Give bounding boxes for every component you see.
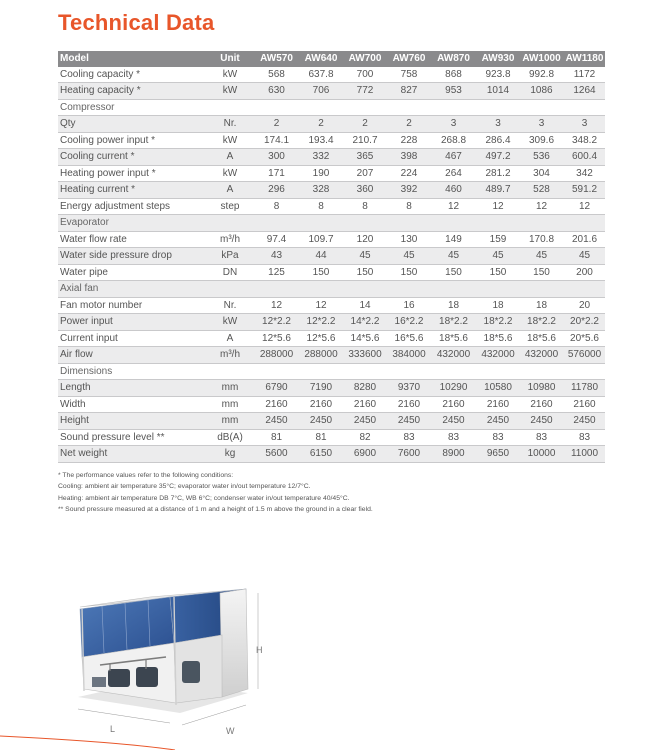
page-title: Technical Data [58, 10, 215, 35]
table-cell: 18*5.6 [475, 330, 519, 347]
header-unit: Unit [205, 51, 253, 67]
table-row [58, 198, 605, 215]
table-cell: 392 [386, 182, 430, 199]
table-cell: 83 [386, 429, 430, 446]
table-row [58, 248, 605, 265]
row-unit: kW [205, 165, 253, 182]
table-cell: 149 [430, 231, 475, 248]
table-cell: 12 [253, 297, 298, 314]
table-cell: 2450 [519, 413, 562, 430]
table-cell: 12 [430, 198, 475, 215]
table-cell: 288000 [253, 347, 298, 364]
table-cell: 83 [430, 429, 475, 446]
table-cell: 82 [342, 429, 386, 446]
table-cell: 16*5.6 [386, 330, 430, 347]
table-cell: 18 [475, 297, 519, 314]
table-cell: 772 [342, 83, 386, 100]
header-model: Model [58, 51, 205, 67]
table-cell: 150 [519, 264, 562, 281]
table-cell: 159 [475, 231, 519, 248]
table-cell: 8 [253, 198, 298, 215]
table-row [58, 297, 605, 314]
table-row [58, 149, 605, 166]
row-label: Heating power input * [58, 165, 205, 182]
row-unit: kW [205, 83, 253, 100]
table-cell: 2450 [475, 413, 519, 430]
table-cell: 207 [342, 165, 386, 182]
table-cell: 360 [342, 182, 386, 199]
table-cell: 11780 [562, 380, 605, 397]
row-label: Water flow rate [58, 231, 205, 248]
section-label: Dimensions [58, 363, 605, 380]
table-cell: 600.4 [562, 149, 605, 166]
table-cell: 44 [298, 248, 342, 265]
table-cell: 2450 [430, 413, 475, 430]
table-cell: 2160 [253, 396, 298, 413]
table-cell: 43 [253, 248, 298, 265]
table-cell: 332 [298, 149, 342, 166]
table-cell: 97.4 [253, 231, 298, 248]
table-cell: 228 [386, 132, 430, 149]
table-cell: 868 [430, 67, 475, 83]
table-cell: 489.7 [475, 182, 519, 199]
table-cell: 18 [430, 297, 475, 314]
table-cell: 2450 [298, 413, 342, 430]
section-row [58, 281, 605, 298]
table-row [58, 231, 605, 248]
table-cell: 150 [386, 264, 430, 281]
table-row [58, 429, 605, 446]
table-cell: 953 [430, 83, 475, 100]
dimension-width-label: W [226, 726, 235, 736]
table-cell: 16*2.2 [386, 314, 430, 331]
table-cell: 10580 [475, 380, 519, 397]
table-cell: 296 [253, 182, 298, 199]
table-cell: 12 [562, 198, 605, 215]
table-cell: 83 [519, 429, 562, 446]
table-cell: 328 [298, 182, 342, 199]
table-row [58, 83, 605, 100]
footnote-line: Heating: ambient air temperature DB 7°C, WB 6°C; condenser water in/out temperature 40/45°C. [58, 494, 350, 502]
table-row [58, 182, 605, 199]
table-cell: 637.8 [298, 67, 342, 83]
row-label: Height [58, 413, 205, 430]
table-cell: 467 [430, 149, 475, 166]
dimension-length-label: L [110, 724, 116, 734]
section-row [58, 363, 605, 380]
table-cell: 3 [475, 116, 519, 133]
table-cell: 758 [386, 67, 430, 83]
row-unit: A [205, 182, 253, 199]
table-cell: 81 [253, 429, 298, 446]
table-row [58, 330, 605, 347]
header-aw760: AW760 [386, 51, 430, 67]
footnote-line: ** Sound pressure measured at a distance of 1 m and a height of 1.5 m above the ground in a clear field. [58, 505, 373, 513]
table-body [58, 67, 605, 463]
header-aw870: AW870 [430, 51, 475, 67]
table-cell: 150 [475, 264, 519, 281]
row-unit: kg [205, 446, 253, 463]
table-cell: 706 [298, 83, 342, 100]
table-cell: 432000 [430, 347, 475, 364]
table-cell: 14*2.2 [342, 314, 386, 331]
table-cell: 576000 [562, 347, 605, 364]
row-label: Net weight [58, 446, 205, 463]
table-cell: 7190 [298, 380, 342, 397]
row-label: Qty [58, 116, 205, 133]
header-aw1000: AW1000 [519, 51, 562, 67]
table-cell: 5600 [253, 446, 298, 463]
table-cell: 300 [253, 149, 298, 166]
table-cell: 81 [298, 429, 342, 446]
row-unit: Nr. [205, 116, 253, 133]
dimension-height-label: H [256, 645, 263, 655]
row-unit: mm [205, 396, 253, 413]
row-label: Energy adjustment steps [58, 198, 205, 215]
row-unit: kPa [205, 248, 253, 265]
row-unit: kW [205, 67, 253, 83]
table-cell: 18*2.2 [519, 314, 562, 331]
row-unit: A [205, 149, 253, 166]
chiller-unit-illustration [70, 585, 280, 745]
table-cell: 10290 [430, 380, 475, 397]
row-label: Length [58, 380, 205, 397]
table-cell: 2 [342, 116, 386, 133]
table-cell: 1086 [519, 83, 562, 100]
row-unit: kW [205, 314, 253, 331]
footnote-line: * The performance values refer to the following conditions: [58, 472, 234, 479]
table-cell: 125 [253, 264, 298, 281]
table-cell: 286.4 [475, 132, 519, 149]
table-cell: 460 [430, 182, 475, 199]
table-cell: 2160 [342, 396, 386, 413]
table-cell: 923.8 [475, 67, 519, 83]
section-label: Evaporator [58, 215, 605, 232]
table-cell: 348.2 [562, 132, 605, 149]
table-row [58, 446, 605, 463]
table-cell: 2 [253, 116, 298, 133]
table-cell: 2450 [342, 413, 386, 430]
table-cell: 6150 [298, 446, 342, 463]
table-cell: 568 [253, 67, 298, 83]
table-cell: 333600 [342, 347, 386, 364]
table-cell: 150 [342, 264, 386, 281]
section-row [58, 215, 605, 232]
table-cell: 8 [298, 198, 342, 215]
table-cell: 45 [430, 248, 475, 265]
table-row [58, 132, 605, 149]
table-cell: 8 [386, 198, 430, 215]
table-cell: 2160 [475, 396, 519, 413]
table-cell: 304 [519, 165, 562, 182]
table-cell: 8280 [342, 380, 386, 397]
table-cell: 12 [519, 198, 562, 215]
table-cell: 224 [386, 165, 430, 182]
table-cell: 6790 [253, 380, 298, 397]
table-cell: 83 [475, 429, 519, 446]
table-cell: 2160 [562, 396, 605, 413]
row-unit: m³/h [205, 347, 253, 364]
row-unit: A [205, 330, 253, 347]
table-row [58, 116, 605, 133]
chiller-drawing [70, 585, 280, 745]
table-cell: 1172 [562, 67, 605, 83]
table-cell: 3 [562, 116, 605, 133]
table-cell: 18*5.6 [519, 330, 562, 347]
table-cell: 700 [342, 67, 386, 83]
header-aw930: AW930 [475, 51, 519, 67]
row-label: Water side pressure drop [58, 248, 205, 265]
table-cell: 16 [386, 297, 430, 314]
table-cell: 9650 [475, 446, 519, 463]
table-cell: 268.8 [430, 132, 475, 149]
table-cell: 12 [475, 198, 519, 215]
footnote-line: Cooling: ambient air temperature 35°C; evaporator water in/out temperature 12/7°C. [58, 483, 311, 491]
row-label: Heating current * [58, 182, 205, 199]
table-header [58, 51, 605, 67]
table-row [58, 413, 605, 430]
table-cell: 992.8 [519, 67, 562, 83]
table-cell: 12*5.6 [253, 330, 298, 347]
table-cell: 528 [519, 182, 562, 199]
table-row [58, 314, 605, 331]
table-cell: 384000 [386, 347, 430, 364]
table-cell: 365 [342, 149, 386, 166]
table-cell: 10980 [519, 380, 562, 397]
table-cell: 150 [298, 264, 342, 281]
table-cell: 281.2 [475, 165, 519, 182]
table-cell: 45 [386, 248, 430, 265]
header-aw700: AW700 [342, 51, 386, 67]
table-cell: 12*2.2 [298, 314, 342, 331]
table-cell: 12*5.6 [298, 330, 342, 347]
table-cell: 11000 [562, 446, 605, 463]
footnotes [58, 470, 373, 515]
table-cell: 200 [562, 264, 605, 281]
table-row [58, 347, 605, 364]
table-cell: 2160 [519, 396, 562, 413]
table-row [58, 396, 605, 413]
table-header-row [58, 51, 605, 67]
table-cell: 6900 [342, 446, 386, 463]
table-cell: 14 [342, 297, 386, 314]
table-cell: 171 [253, 165, 298, 182]
table-cell: 497.2 [475, 149, 519, 166]
table-cell: 14*5.6 [342, 330, 386, 347]
row-label: Fan motor number [58, 297, 205, 314]
table-cell: 630 [253, 83, 298, 100]
table-cell: 170.8 [519, 231, 562, 248]
row-label: Sound pressure level ** [58, 429, 205, 446]
table-cell: 342 [562, 165, 605, 182]
row-label: Cooling power input * [58, 132, 205, 149]
table-cell: 109.7 [298, 231, 342, 248]
table-cell: 20*5.6 [562, 330, 605, 347]
table-cell: 2160 [386, 396, 430, 413]
table-cell: 591.2 [562, 182, 605, 199]
table-cell: 8900 [430, 446, 475, 463]
table-cell: 45 [342, 248, 386, 265]
table-cell: 210.7 [342, 132, 386, 149]
table-cell: 8 [342, 198, 386, 215]
table-cell: 20*2.2 [562, 314, 605, 331]
row-label: Cooling current * [58, 149, 205, 166]
table-cell: 3 [519, 116, 562, 133]
row-label: Power input [58, 314, 205, 331]
header-aw640: AW640 [298, 51, 342, 67]
row-label: Width [58, 396, 205, 413]
row-label: Air flow [58, 347, 205, 364]
table-row [58, 165, 605, 182]
table-cell: 45 [562, 248, 605, 265]
table-row [58, 264, 605, 281]
row-label: Current input [58, 330, 205, 347]
row-unit: mm [205, 413, 253, 430]
table-cell: 83 [562, 429, 605, 446]
table-cell: 398 [386, 149, 430, 166]
table-cell: 20 [562, 297, 605, 314]
table-cell: 3 [430, 116, 475, 133]
row-unit: Nr. [205, 297, 253, 314]
table-cell: 1264 [562, 83, 605, 100]
table-cell: 174.1 [253, 132, 298, 149]
table-cell: 7600 [386, 446, 430, 463]
table-cell: 2 [298, 116, 342, 133]
row-unit: mm [205, 380, 253, 397]
table-cell: 2 [386, 116, 430, 133]
row-label: Heating capacity * [58, 83, 205, 100]
table-cell: 432000 [475, 347, 519, 364]
table-cell: 288000 [298, 347, 342, 364]
table-cell: 536 [519, 149, 562, 166]
table-cell: 2160 [430, 396, 475, 413]
table-cell: 2450 [253, 413, 298, 430]
table-cell: 2450 [562, 413, 605, 430]
table-cell: 10000 [519, 446, 562, 463]
table-cell: 12*2.2 [253, 314, 298, 331]
table-cell: 309.6 [519, 132, 562, 149]
table-cell: 120 [342, 231, 386, 248]
table-cell: 201.6 [562, 231, 605, 248]
table-cell: 432000 [519, 347, 562, 364]
row-label: Water pipe [58, 264, 205, 281]
section-row [58, 99, 605, 116]
row-unit: dB(A) [205, 429, 253, 446]
section-label: Compressor [58, 99, 605, 116]
table-cell: 45 [519, 248, 562, 265]
table-cell: 12 [298, 297, 342, 314]
table-cell: 827 [386, 83, 430, 100]
row-unit: m³/h [205, 231, 253, 248]
table-cell: 45 [475, 248, 519, 265]
table-cell: 130 [386, 231, 430, 248]
table-cell: 9370 [386, 380, 430, 397]
table-row [58, 67, 605, 83]
table-cell: 18*2.2 [475, 314, 519, 331]
section-label: Axial fan [58, 281, 605, 298]
row-unit: step [205, 198, 253, 215]
row-unit: kW [205, 132, 253, 149]
row-unit: DN [205, 264, 253, 281]
table-cell: 18*5.6 [430, 330, 475, 347]
row-label: Cooling capacity * [58, 67, 205, 83]
table-cell: 1014 [475, 83, 519, 100]
table-cell: 193.4 [298, 132, 342, 149]
table-row [58, 380, 605, 397]
table-cell: 2160 [298, 396, 342, 413]
table-cell: 150 [430, 264, 475, 281]
table-cell: 2450 [386, 413, 430, 430]
technical-data-table [58, 51, 605, 463]
table-cell: 264 [430, 165, 475, 182]
header-aw570: AW570 [253, 51, 298, 67]
table-cell: 18 [519, 297, 562, 314]
table-cell: 190 [298, 165, 342, 182]
table-cell: 18*2.2 [430, 314, 475, 331]
header-aw1180: AW1180 [562, 51, 605, 67]
